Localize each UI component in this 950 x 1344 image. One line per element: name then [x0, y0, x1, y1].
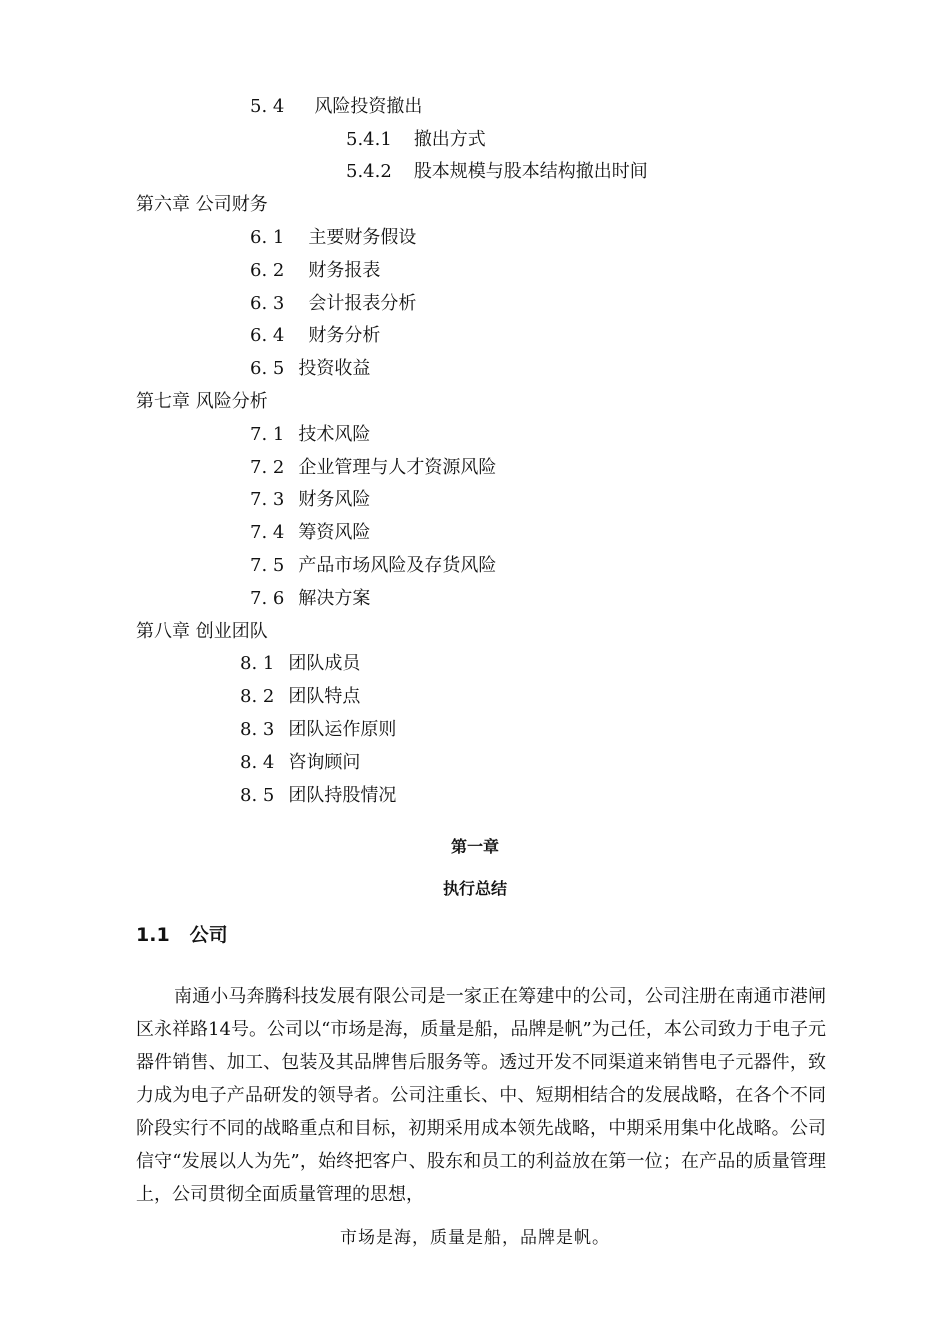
toc-entry [240, 751, 360, 775]
toc-title: 第六章 公司财务 [136, 194, 268, 215]
toc-title: 财务分析 [308, 325, 381, 346]
toc-title: 投资收益 [298, 358, 371, 379]
toc-number: 6. 5 [250, 358, 285, 379]
toc-title: 会计报表分析 [308, 293, 417, 314]
toc-number: 6. 1 [250, 227, 285, 248]
toc-title: 产品市场风险及存货风险 [298, 555, 497, 576]
toc-title: 团队运作原则 [288, 719, 397, 740]
toc-entry [240, 718, 396, 742]
toc-title: 第七章 风险分析 [136, 391, 268, 412]
footer-motto: 市场是海，质量是船，品牌是帆。 [340, 1228, 610, 1248]
toc-title: 撤出方式 [413, 129, 486, 150]
toc-number: 6. 4 [250, 325, 285, 346]
toc-chapter [136, 390, 268, 414]
toc-entry [250, 521, 370, 545]
toc-title: 筹资风险 [298, 522, 371, 543]
toc-number: 8. 3 [240, 719, 275, 740]
toc-entry [250, 324, 380, 348]
toc-title: 主要财务假设 [308, 227, 417, 248]
toc-number: 6. 3 [250, 293, 285, 314]
toc-chapter [136, 193, 268, 217]
toc-title: 解决方案 [298, 588, 371, 609]
toc-entry [240, 784, 396, 808]
toc-entry [250, 95, 422, 119]
toc-number: 5.4.1 [346, 129, 392, 150]
section-heading [136, 922, 228, 948]
toc-number: 8. 1 [240, 653, 275, 674]
toc-entry [250, 259, 380, 283]
toc-number: 7. 4 [250, 522, 285, 543]
chapter-title: 第一章 [450, 837, 499, 856]
toc-title: 第八章 创业团队 [136, 621, 268, 642]
toc-number: 7. 5 [250, 555, 285, 576]
toc-title: 财务风险 [298, 489, 371, 510]
toc-entry [250, 587, 370, 611]
toc-title: 财务报表 [308, 260, 381, 281]
toc-title: 技术风险 [298, 424, 371, 445]
toc-entry [250, 488, 370, 512]
toc-entry [240, 652, 360, 676]
chapter-subtitle: 执行总结 [442, 879, 507, 898]
toc-number: 8. 2 [240, 686, 275, 707]
toc-title: 团队持股情况 [288, 785, 397, 806]
toc-entry [240, 685, 360, 709]
toc-entry [250, 456, 496, 480]
toc-number: 5.4.2 [346, 161, 392, 182]
toc-number: 5. 4 [250, 96, 285, 117]
toc-number: 8. 4 [240, 752, 275, 773]
toc-title: 股本规模与股本结构撤出时间 [413, 161, 648, 182]
toc-number: 8. 5 [240, 785, 275, 806]
toc-entry [250, 554, 496, 578]
toc-number: 7. 2 [250, 457, 285, 478]
section-title: 公司 [189, 924, 228, 946]
toc-number: 7. 6 [250, 588, 285, 609]
toc-title: 企业管理与人才资源风险 [298, 457, 497, 478]
body-paragraph: 南通小马奔腾科技发展有限公司是一家正在筹建中的公司，公司注册在南通市港闸区永祥路14号。公司以“市场是海，质量是船，品牌是帆”为己任，本公司致力于电子元器件销售、加工、包装及其品牌售后服务等。透过开发不同渠道来销售电子元器件，致力成为电子产品研发的领导者。公司注重长、中、短期相结合的发展战略，在各个不同阶段实行不同的战略重点和目标，初期采用成本领先战略，中期采用集中化战略。公司信守“发展以人为先”，始终把客户、股东和员工的利益放在第一位；在产品的质量管理上，公司贯彻全面质量管理的思想， [136, 986, 826, 1205]
toc-title: 团队特点 [288, 686, 361, 707]
toc-title: 风险投资撤出 [314, 96, 423, 117]
toc-title: 咨询顾问 [288, 752, 361, 773]
toc-entry [346, 128, 486, 152]
section-number: 1.1 [136, 924, 170, 946]
toc-number: 7. 1 [250, 424, 285, 445]
toc-number: 6. 2 [250, 260, 285, 281]
toc-title: 团队成员 [288, 653, 361, 674]
toc-entry [250, 423, 370, 447]
toc-chapter [136, 620, 268, 644]
toc-number: 7. 3 [250, 489, 285, 510]
toc-entry [346, 160, 648, 184]
toc-entry [250, 292, 416, 316]
toc-entry [250, 357, 370, 381]
toc-entry [250, 226, 416, 250]
